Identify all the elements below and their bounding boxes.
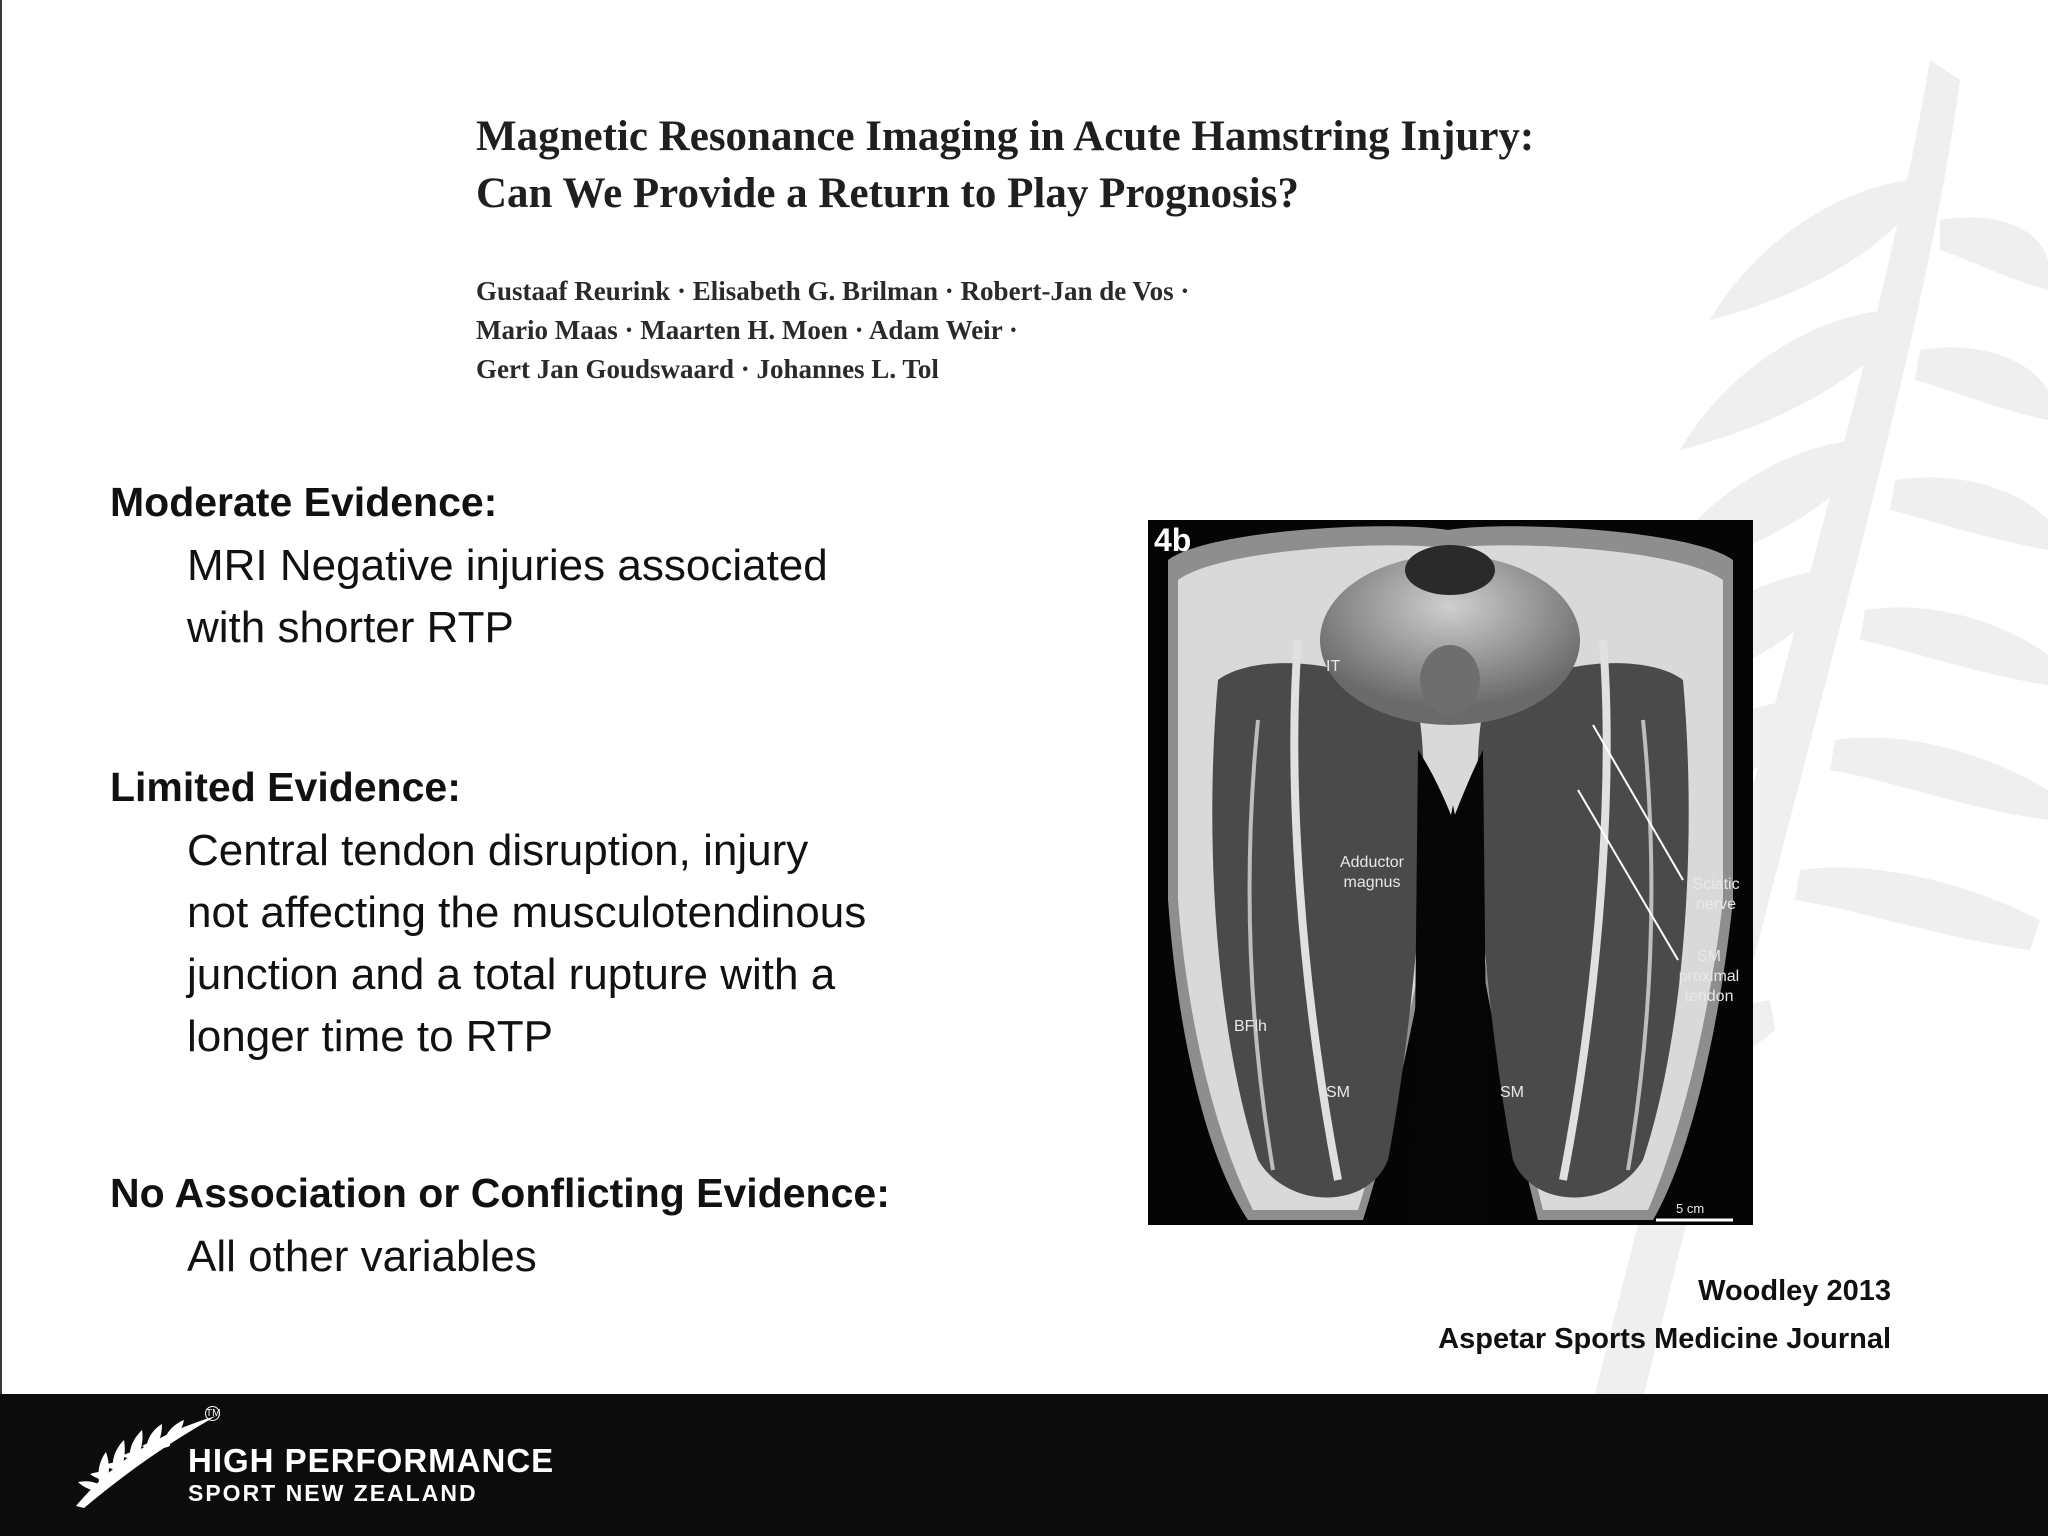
evidence-line: Central tendon disruption, injury — [187, 826, 809, 875]
evidence-line: All other variables — [187, 1232, 537, 1281]
evidence-line: with shorter RTP — [187, 603, 514, 652]
authors-line: Gert Jan Goudswaard · Johannes L. Tol — [476, 354, 939, 384]
label-line: tendon — [1684, 988, 1734, 1005]
panel-label: 4b — [1154, 522, 1192, 558]
mri-image — [1148, 520, 1753, 1225]
label-line: proximal — [1678, 968, 1740, 985]
authors-line: Gustaaf Reurink · Elisabeth G. Brilman · Robert-Jan de Vos · — [476, 276, 1190, 306]
evidence-line: longer time to RTP — [187, 1012, 554, 1061]
evidence-limited — [110, 762, 1010, 1068]
label-line: Sciatic — [1692, 876, 1740, 893]
label-bflh: BFlh — [1234, 1018, 1267, 1035]
evidence-text — [187, 535, 1010, 659]
evidence-text — [187, 820, 1010, 1068]
trademark-mark: TM — [206, 1408, 221, 1419]
evidence-text — [187, 1226, 1010, 1288]
evidence-heading: Limited Evidence: — [110, 764, 461, 810]
label-it: IT — [1326, 658, 1341, 675]
slide-border — [0, 0, 2, 1394]
paper-title-line: Magnetic Resonance Imaging in Acute Hamstring Injury: — [476, 113, 1535, 160]
brand-name-line2: SPORT NEW ZEALAND — [188, 1480, 478, 1506]
evidence-line: MRI Negative injuries associated — [187, 541, 828, 590]
evidence-moderate — [110, 477, 1010, 659]
evidence-line: not affecting the musculotendinous — [187, 888, 867, 937]
evidence-line: junction and a total rupture with a — [187, 950, 836, 999]
label-sm-left: SM — [1326, 1084, 1350, 1101]
label-line: nerve — [1695, 896, 1737, 913]
scale-label: 5 cm — [1676, 1201, 1705, 1216]
paper-title — [476, 108, 1776, 222]
evidence-no-association — [110, 1168, 1010, 1288]
evidence-heading: Moderate Evidence: — [110, 479, 498, 525]
label-line: SM — [1697, 948, 1721, 965]
paper-title-line: Can We Provide a Return to Play Prognosis? — [476, 170, 1299, 217]
mri-scan-graphic — [1148, 520, 1753, 1225]
citation-journal: Aspetar Sports Medicine Journal — [1438, 1323, 1891, 1355]
citation-author-year: Woodley 2013 — [1698, 1275, 1891, 1307]
label-sciatic-nerve — [1686, 875, 1746, 915]
authors-line: Mario Maas · Maarten H. Moen · Adam Weir · — [476, 315, 1018, 345]
label-adductor-magnus — [1332, 853, 1412, 893]
label-line: magnus — [1343, 874, 1401, 891]
label-line: Adductor — [1339, 854, 1405, 871]
brand-name-line1: HIGH PERFORMANCE — [188, 1442, 555, 1479]
paper-authors — [476, 272, 1376, 389]
label-sm-proximal-tendon — [1674, 947, 1744, 1007]
evidence-heading: No Association or Conflicting Evidence: — [110, 1170, 890, 1216]
label-sm-right: SM — [1500, 1084, 1524, 1101]
